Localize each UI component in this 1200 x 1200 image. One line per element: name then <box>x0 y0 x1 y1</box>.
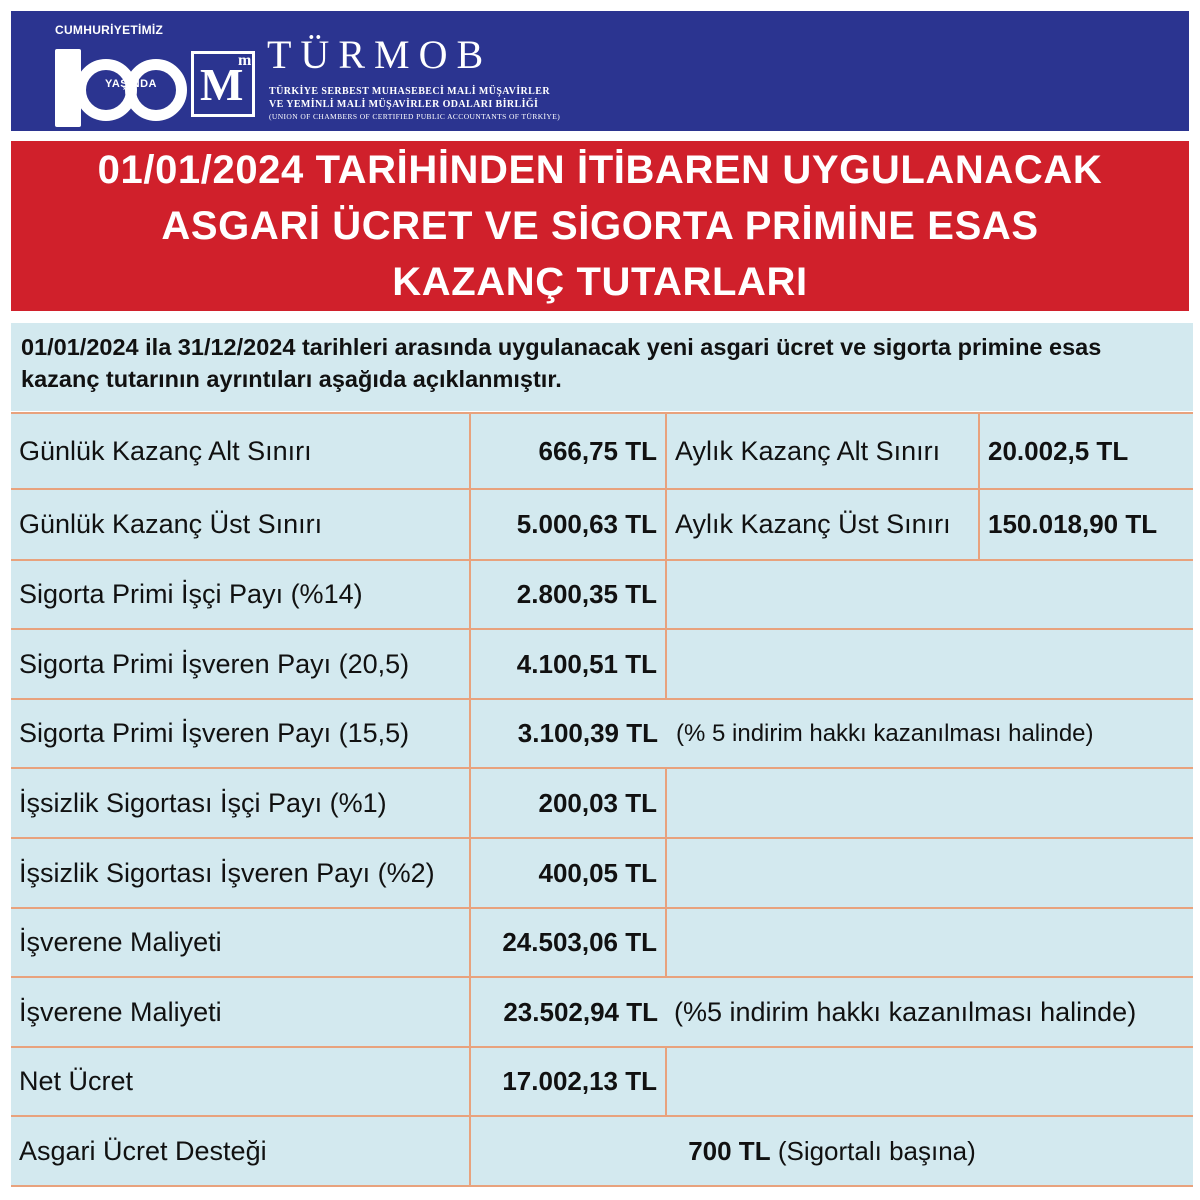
table-row <box>11 1047 1193 1116</box>
logo-ring-right <box>125 59 187 121</box>
table-row <box>11 977 1193 1047</box>
title-line-1: 01/01/2024 TARİHİNDEN İTİBAREN UYGULANACAK <box>97 148 1103 192</box>
row-label: Günlük Kazanç Üst Sınırı <box>11 489 470 560</box>
row-value: 2.800,35 TL <box>470 560 666 629</box>
title-line-2: ASGARİ ÜCRET VE SİGORTA PRİMİNE ESAS <box>161 204 1039 248</box>
empty-cell <box>666 838 1193 908</box>
row-value: 666,75 TL <box>470 413 666 489</box>
row-note: (%5 indirim hakkı kazanılması halinde) <box>666 977 1193 1047</box>
row-value: 5.000,63 TL <box>470 489 666 560</box>
logo-top-text: CUMHURİYETİMİZ <box>55 23 164 37</box>
empty-cell <box>666 560 1193 629</box>
org-line-2: VE YEMİNLİ MALİ MÜŞAVİRLER ODALARI BİRLİĞİ <box>269 99 539 110</box>
row-label: Sigorta Primi İşveren Payı (15,5) <box>11 699 470 768</box>
row-value-2: 150.018,90 TL <box>979 489 1193 560</box>
row-value: 23.502,94 TL <box>470 977 666 1047</box>
table-row <box>11 699 1193 768</box>
table-row <box>11 768 1193 838</box>
table-row <box>11 908 1193 977</box>
support-cell <box>470 1116 1193 1186</box>
table-row <box>11 413 1193 489</box>
row-label: Net Ücret <box>11 1047 470 1116</box>
empty-cell <box>666 768 1193 838</box>
row-label: Asgari Ücret Desteği <box>11 1116 470 1186</box>
row-label: Günlük Kazanç Alt Sınırı <box>11 413 470 489</box>
empty-cell <box>666 908 1193 977</box>
table-row <box>11 560 1193 629</box>
empty-cell <box>666 1047 1193 1116</box>
mm-logo-sup: m <box>238 52 252 69</box>
empty-cell <box>666 629 1193 699</box>
support-value: 700 TL <box>688 1135 771 1166</box>
page-title <box>11 141 1189 311</box>
row-label: Sigorta Primi İşveren Payı (20,5) <box>11 629 470 699</box>
table-row <box>11 629 1193 699</box>
mm-logo <box>191 51 255 117</box>
header-banner <box>11 11 1189 131</box>
row-value-2: 20.002,5 TL <box>979 413 1193 489</box>
row-label-2: Aylık Kazanç Üst Sınırı <box>666 489 979 560</box>
logo-mid-text: YAŞINDA <box>105 78 157 90</box>
row-label: Sigorta Primi İşçi Payı (%14) <box>11 560 470 629</box>
row-label: İşverene Maliyeti <box>11 977 470 1047</box>
table-row <box>11 838 1193 908</box>
row-value: 400,05 TL <box>470 838 666 908</box>
row-value: 17.002,13 TL <box>470 1047 666 1116</box>
row-label: İşverene Maliyeti <box>11 908 470 977</box>
org-name: TÜRMOB <box>267 32 493 77</box>
org-line-1: TÜRKİYE SERBEST MUHASEBECİ MALİ MÜŞAVİRLER <box>269 86 550 97</box>
row-value: 24.503,06 TL <box>470 908 666 977</box>
mm-logo-letter: M <box>200 59 244 110</box>
row-label-2: Aylık Kazanç Alt Sınırı <box>666 413 979 489</box>
title-line-3: KAZANÇ TUTARLARI <box>392 260 808 304</box>
row-label: İşsizlik Sigortası İşveren Payı (%2) <box>11 838 470 908</box>
row-value: 200,03 TL <box>470 768 666 838</box>
support-note: (Sigortalı başına) <box>777 1135 976 1166</box>
centenary-logo <box>33 25 193 121</box>
intro-text: 01/01/2024 ila 31/12/2024 tarihleri arasında uygulanacak yeni asgari ücret ve sigorta primine esas kazanç tutarının ayrıntıları aşağıda açıklanmıştır. <box>11 323 1193 411</box>
table-row <box>11 489 1193 560</box>
table-row <box>11 1116 1193 1186</box>
row-note: (% 5 indirim hakkı kazanılması halinde) <box>666 699 1193 768</box>
row-value: 3.100,39 TL <box>470 699 666 768</box>
wage-table <box>11 412 1193 1187</box>
org-line-3: (UNION OF CHAMBERS OF CERTIFIED PUBLIC ACCOUNTANTS OF TÜRKİYE) <box>269 112 561 121</box>
row-label: İşsizlik Sigortası İşçi Payı (%1) <box>11 768 470 838</box>
row-value: 4.100,51 TL <box>470 629 666 699</box>
